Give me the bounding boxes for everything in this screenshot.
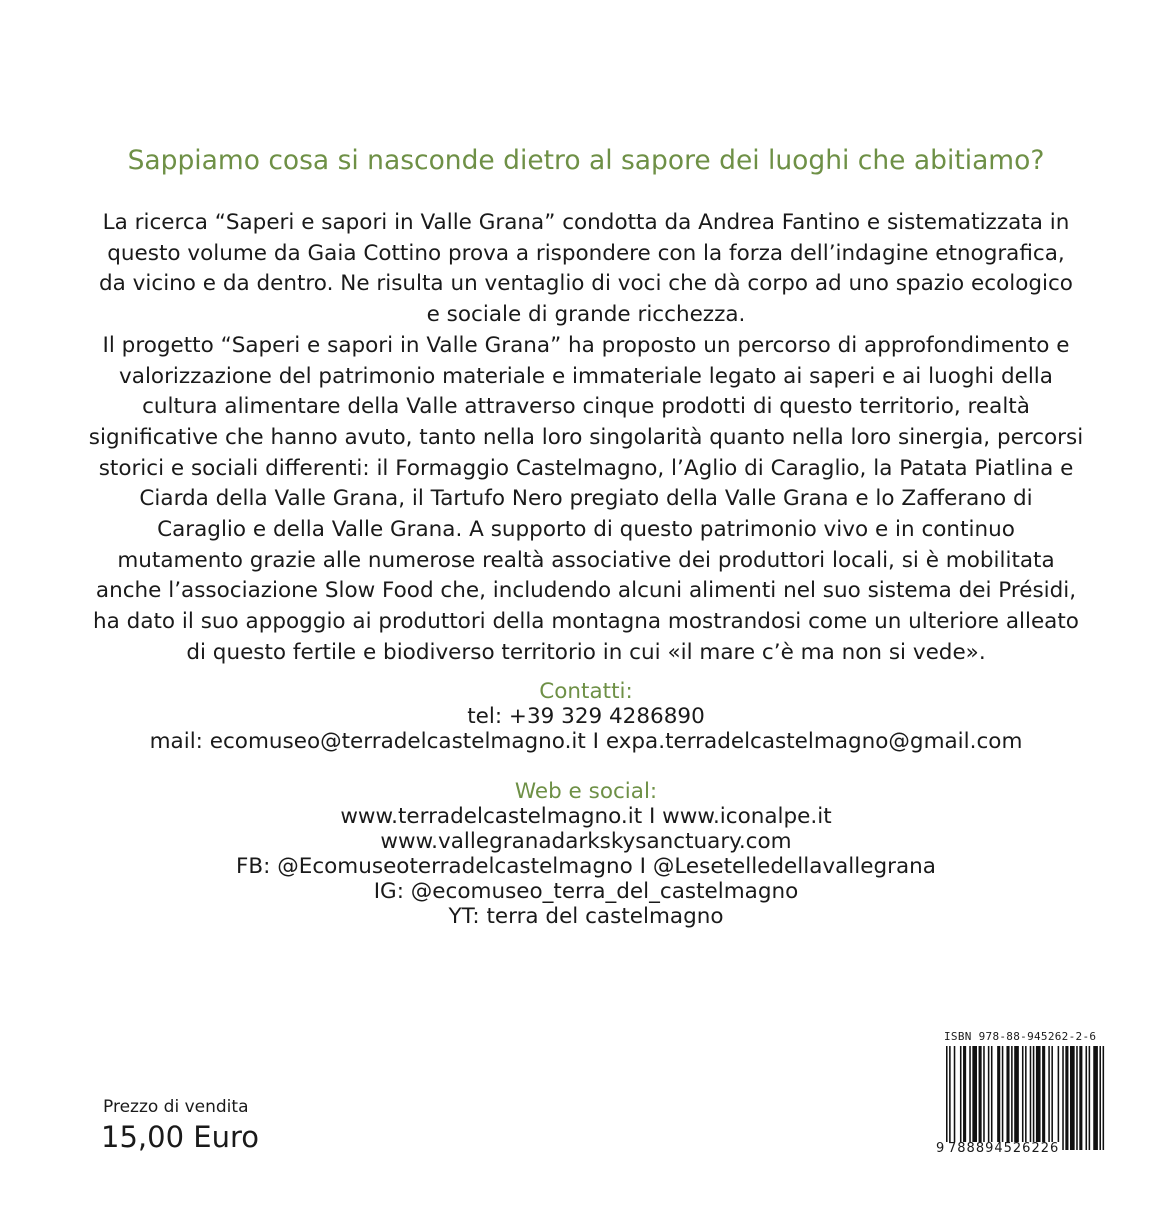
contacts-heading: Contatti: [539, 679, 633, 704]
description-line: Caraglio e della Valle Grana. A supporto di questo patrimonio vivo e in continuo [157, 517, 1015, 543]
website-links: www.terradelcastelmagno.it I www.iconalpe.it [340, 804, 832, 829]
description-line: da vicino e da dentro. Ne risulta un ventaglio di voci che dà corpo ad uno spazio ecologico [99, 271, 1073, 297]
contacts-section [0, 679, 1172, 754]
description-paragraph [34, 208, 1138, 669]
description-line: La ricerca “Saperi e sapori in Valle Grana” condotta da Andrea Fantino e sistematizzata in [102, 210, 1070, 235]
description-line: mutamento grazie alle numerose realtà associative dei produttori locali, si è mobilitata [117, 547, 1055, 573]
price-label: Prezzo di vendita [103, 1097, 249, 1117]
description-line: questo volume da Gaia Cottino prova a rispondere con la forza dell’indagine etnografica, [107, 240, 1065, 266]
barcode-digit-string: 788894526226 [948, 1141, 1060, 1156]
barcode-icon [934, 1046, 1146, 1150]
description-line: ha dato il suo appoggio ai produttori della montagna mostrandosi come un ulteriore alleato [93, 609, 1079, 635]
description-line: significative che hanno avuto, tanto nella loro singolarità quanto nella loro sinergia, percorsi [88, 424, 1084, 450]
youtube-channel: YT: terra del castelmagno [448, 904, 724, 929]
email-addresses: mail: ecomuseo@terradelcastelmagno.it I expa.terradelcastelmagno@gmail.com [149, 729, 1023, 754]
description-line: storici e sociali differenti: il Formaggio Castelmagno, l’Aglio di Caraglio, la Patata Piatlina e [98, 455, 1074, 481]
web-social-heading: Web e social: [514, 779, 658, 804]
facebook-handles: FB: @Ecomuseoterradelcastelmagno I @Lesetelledellavallegrana [236, 854, 936, 879]
headline-question: Sappiamo cosa si nasconde dietro al sapore dei luoghi che abitiamo? [127, 145, 1045, 176]
isbn-barcode-block [934, 1030, 1146, 1160]
description-line: e sociale di grande ricchezza. [426, 302, 746, 328]
description-line: di questo fertile e biodiverso territorio in cui «il mare c’è ma non si vede». [186, 639, 986, 665]
description-line: valorizzazione del patrimonio materiale e immateriale legato ai saperi e ai luoghi della [119, 363, 1053, 389]
web-social-section [0, 779, 1172, 929]
description-line: cultura alimentare della Valle attraverso cinque prodotti di questo territorio, realtà [142, 394, 1030, 420]
barcode-first-digit: 9 [936, 1141, 945, 1156]
description-line: Ciarda della Valle Grana, il Tartufo Nero pregiato della Valle Grana e lo Zafferano di [139, 486, 1033, 512]
description-line: Il progetto “Saperi e sapori in Valle Grana” ha proposto un percorso di approfondimento e [102, 332, 1070, 358]
phone-number: tel: +39 329 4286890 [467, 704, 705, 729]
price-value: 15,00 Euro [101, 1120, 259, 1154]
description-line: anche l’associazione Slow Food che, includendo alcuni alimenti nel suo sistema dei Présidi, [95, 578, 1077, 604]
instagram-handle: IG: @ecomuseo_terra_del_castelmagno [373, 879, 799, 904]
isbn-label: ISBN 978-88-945262-2-6 [944, 1030, 1097, 1043]
website-link-darksky: www.vallegranadarkskysanctuary.com [380, 829, 792, 854]
